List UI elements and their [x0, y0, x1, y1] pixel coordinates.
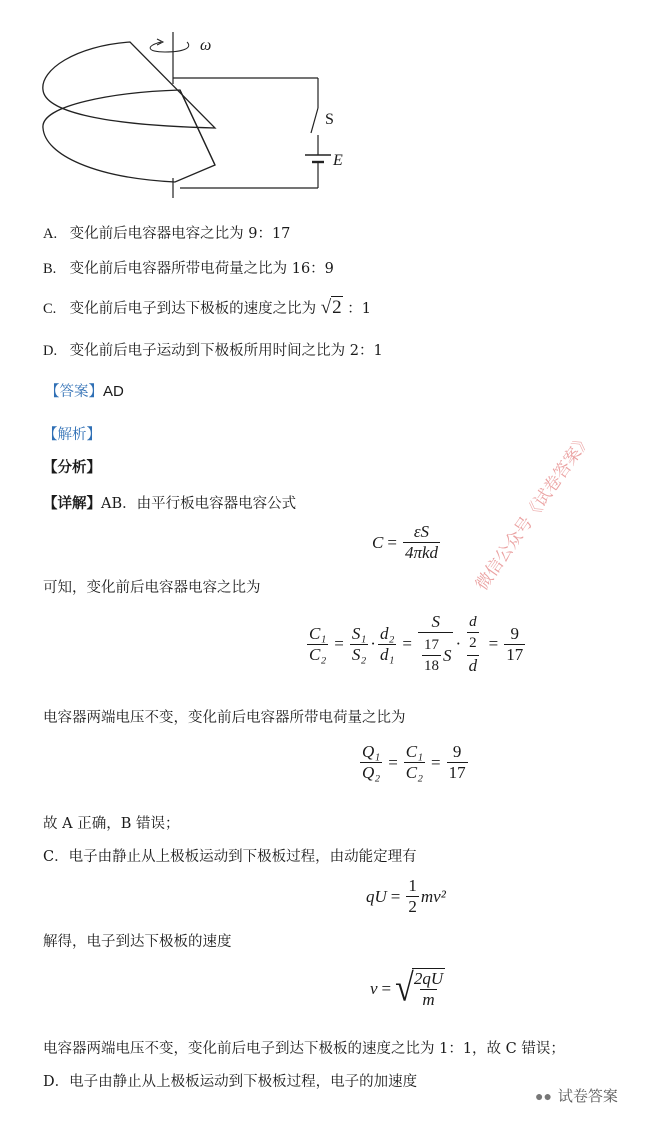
option-letter: A.	[43, 226, 58, 242]
formula-capacitance	[372, 522, 442, 563]
wechat-icon: ●●	[535, 1087, 552, 1104]
option-text: 变化前后电子到达下极板的速度之比为	[69, 301, 317, 317]
option-text-suffix: ：1	[347, 301, 371, 317]
watermark: 微信公众号《试卷答案》	[472, 429, 596, 595]
switch-label: S	[325, 111, 334, 128]
lower-plate	[43, 90, 215, 182]
option-b	[43, 259, 334, 279]
text-c-conclusion: 电容器两端电压不变，变化前后电子到达下极板的速度之比为 1：1，故 C 错误；	[43, 1041, 565, 1057]
option-letter: B.	[43, 261, 57, 277]
option-letter: C.	[43, 301, 57, 317]
fraction: $\frac{\varepsilon S}{\text{4πkd}}$	[404, 522, 438, 562]
formula-ratio: $\frac{\text{C₁}}{\text{C₂}}$ = $\frac{\text{S₁}}{\text{S₂}}$ · $\frac{\text{d₂}}{\text{d₁}}$ = S $\frac{17}{18}$ S · $\frac{\frac{d}{2}}{d}$ = $\frac{9}{17}$	[309, 612, 524, 675]
text-d-intro: D．电子由静止从上极板运动到下极板过程，电子的加速度	[43, 1074, 418, 1090]
formula-lhs: C	[372, 532, 384, 552]
option-c	[43, 298, 371, 319]
text-c-intro: C．电子由静止从上极板运动到下极板过程，由动能定理有	[43, 849, 417, 865]
detail-line	[43, 494, 296, 514]
option-d	[43, 341, 383, 361]
analysis-label: 【解析】	[43, 427, 101, 443]
formula-charge-ratio: $\frac{\text{Q₁}}{\text{Q₂}}$ = $\frac{\text{C₁}}{\text{C₂}}$ = $\frac{9}{17}$	[362, 742, 466, 782]
sqrt-expression: √2	[320, 297, 342, 318]
option-letter: D.	[43, 343, 58, 359]
formula-energy: qU = $\frac{1}{2}$ mv²	[366, 876, 446, 916]
detail-intro: AB．由平行板电容器电容公式	[101, 496, 297, 512]
option-text: 变化前后电容器电容之比为 9：17	[69, 226, 291, 242]
equals-sign: =	[387, 532, 397, 552]
answer-label: 【答案】	[45, 384, 103, 400]
omega-label: ω	[200, 37, 212, 54]
option-a	[43, 224, 290, 244]
capacitor-circuit-diagram	[35, 30, 365, 200]
formula-velocity: v = √ $\frac{2qU}{m}$	[370, 967, 444, 1010]
upper-plate	[43, 42, 215, 128]
detail-label: 【详解】	[43, 495, 101, 512]
answer-value: AD	[103, 383, 124, 400]
logo	[535, 1085, 618, 1106]
battery-label: E	[333, 152, 343, 169]
logo-text: 试卷答案	[557, 1088, 618, 1105]
text-conclusion-ab: 故 A 正确，B 错误；	[43, 816, 180, 832]
fenxi-label: 【分析】	[43, 459, 101, 476]
text-solve: 解得，电子到达下极板的速度	[43, 934, 232, 950]
text-kezhi: 可知，变化前后电容器电容之比为	[43, 580, 261, 596]
option-text: 变化前后电子运动到下极板所用时间之比为 2：1	[69, 343, 383, 359]
option-text: 变化前后电容器所带电荷量之比为 16：9	[69, 261, 334, 277]
text-voltage: 电容器两端电压不变，变化前后电容器所带电荷量之比为	[43, 710, 406, 726]
answer-line	[45, 382, 124, 402]
switch	[311, 108, 318, 133]
